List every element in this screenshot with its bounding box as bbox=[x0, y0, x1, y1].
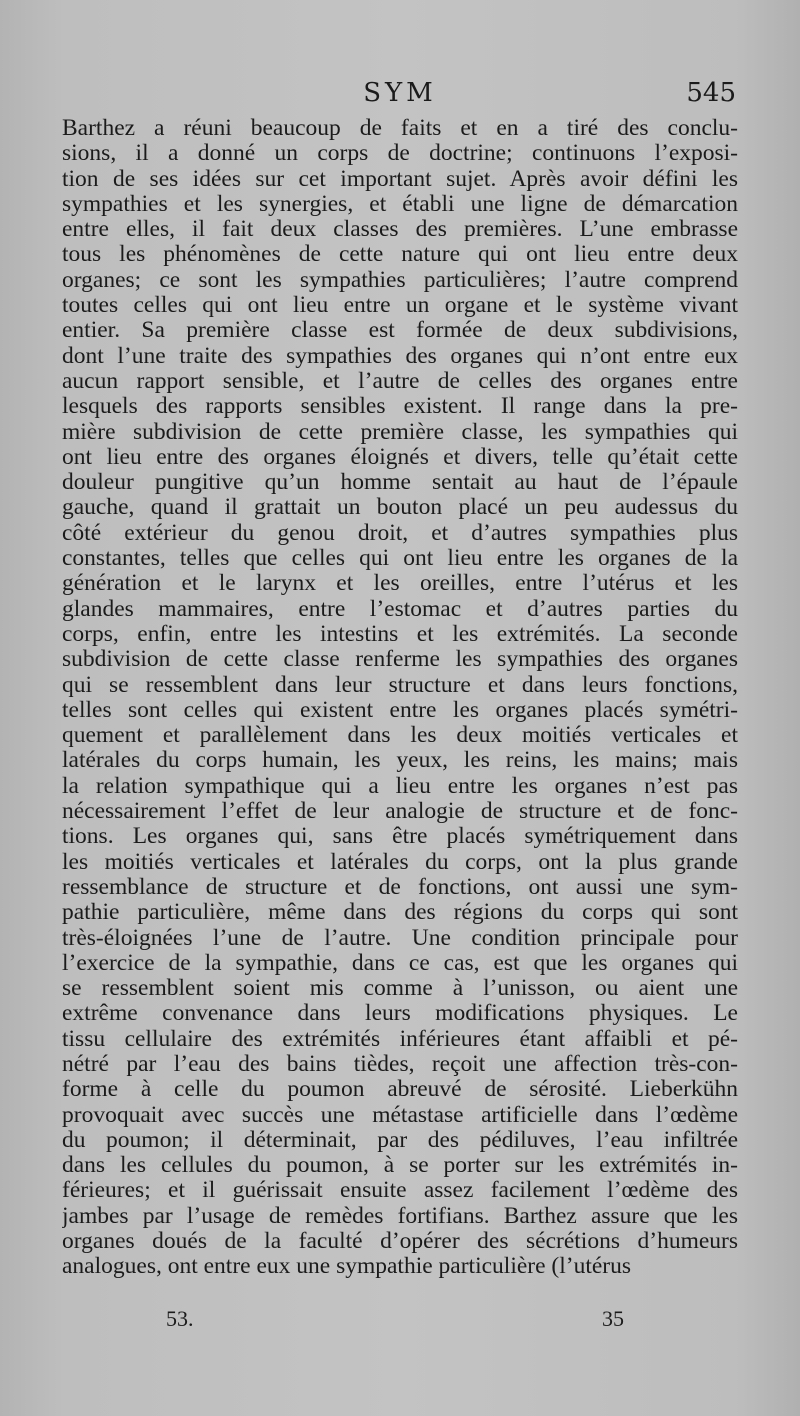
text-line: entre elles, il fait deux classes des premières. L’une embrasse bbox=[62, 217, 738, 243]
running-head bbox=[62, 78, 738, 118]
text-line: aucun rapport sensible, et l’autre de celles des organes entre bbox=[62, 368, 738, 394]
signature-mark: 53. bbox=[166, 1306, 194, 1331]
text-line: l’exercice de la sympathie, dans ce cas, est que les organes qui bbox=[62, 950, 738, 976]
body-text bbox=[62, 116, 738, 1280]
page-footer bbox=[62, 1306, 738, 1336]
text-line: ressemblance de structure et de fonctions, ont aussi une sym- bbox=[62, 874, 738, 900]
text-line: jambes par l’usage de remèdes fortifians. Barthez assure que les bbox=[62, 1203, 738, 1229]
text-line: organes doués de la faculté d’opérer des sécrétions d’humeurs bbox=[62, 1229, 738, 1255]
text-line: subdivision de cette classe renferme les sympathies des organes bbox=[62, 647, 738, 673]
text-line: tissu cellulaire des extrémités inférieures étant affaibli et pé- bbox=[62, 1026, 738, 1052]
text-line: latérales du corps humain, les yeux, les reins, les mains; mais bbox=[62, 748, 738, 774]
text-line: tous les phénomènes de cette nature qui ont lieu entre deux bbox=[62, 242, 738, 268]
text-line: quement et parallèlement dans les deux moitiés verticales et bbox=[62, 723, 738, 749]
text-line: tions. Les organes qui, sans être placés symétriquement dans bbox=[62, 824, 738, 850]
text-line: nécessairement l’effet de leur analogie de structure et de fonc- bbox=[62, 799, 738, 825]
text-line: glandes mammaires, entre l’estomac et d’autres parties du bbox=[62, 596, 738, 622]
sheet-number: 35 bbox=[602, 1306, 624, 1331]
text-line: forme à celle du poumon abreuvé de sérosité. Lieberkühn bbox=[62, 1077, 738, 1103]
text-line: férieures; et il guérissait ensuite assez facilement l’œdème des bbox=[62, 1178, 738, 1204]
text-line: les moitiés verticales et latérales du corps, ont la plus grande bbox=[62, 849, 738, 875]
text-line: ont lieu entre des organes éloignés et divers, telle qu’était cette bbox=[62, 444, 738, 470]
text-line: analogues, ont entre eux une sympathie particulière (l’utérus bbox=[62, 1254, 632, 1280]
text-line: tion de ses idées sur cet important sujet. Après avoir défini les bbox=[62, 166, 738, 192]
text-line: gauche, quand il grattait un bouton placé un peu audessus du bbox=[62, 495, 738, 521]
text-line: Barthez a réuni beaucoup de faits et en a tiré des conclu- bbox=[62, 116, 738, 141]
text-line: telles sont celles qui existent entre les organes placés symétri- bbox=[62, 697, 738, 723]
text-line: se ressemblent soient mis comme à l’unisson, ou aient une bbox=[62, 976, 738, 1002]
text-line: mière subdivision de cette première classe, les sympathies qui bbox=[62, 419, 738, 445]
text-line: provoquait avec succès une métastase artificielle dans l’œdème bbox=[62, 1102, 738, 1128]
text-line: sions, il a donné un corps de doctrine; continuons l’exposi- bbox=[62, 141, 738, 167]
text-line: extrême convenance dans leurs modifications physiques. Le bbox=[62, 1001, 738, 1027]
text-line: pathie particulière, même dans des régions du corps qui sont bbox=[62, 900, 738, 926]
running-title: SYM bbox=[363, 78, 437, 108]
text-line: toutes celles qui ont lieu entre un organe et le système vivant bbox=[62, 293, 738, 319]
text-line: nétré par l’eau des bains tièdes, reçoit une affection très-con- bbox=[62, 1051, 738, 1077]
text-line: génération et le larynx et les oreilles, entre l’utérus et les bbox=[62, 571, 738, 597]
text-line: entier. Sa première classe est formée de deux subdivisions, bbox=[62, 318, 738, 344]
text-line: constantes, telles que celles qui ont lieu entre les organes de la bbox=[62, 546, 738, 572]
text-line: lesquels des rapports sensibles existent. Il range dans la pre- bbox=[62, 394, 738, 420]
text-line: organes; ce sont les sympathies particulières; l’autre comprend bbox=[62, 267, 738, 293]
text-line: la relation sympathique qui a lieu entre les organes n’est pas bbox=[62, 773, 738, 799]
text-line: très-éloignées l’une de l’autre. Une condition principale pour bbox=[62, 925, 738, 951]
text-line: douleur pungitive qu’un homme sentait au haut de l’épaule bbox=[62, 470, 738, 496]
text-line: sympathies et les synergies, et établi une ligne de démarcation bbox=[62, 191, 738, 217]
text-line: côté extérieur du genou droit, et d’autres sympathies plus bbox=[62, 520, 738, 546]
text-line: corps, enfin, entre les intestins et les extrémités. La seconde bbox=[62, 621, 738, 647]
text-line: qui se ressemblent dans leur structure et dans leurs fonctions, bbox=[62, 672, 738, 698]
text-line: du poumon; il déterminait, par des pédiluves, l’eau infiltrée bbox=[62, 1127, 738, 1153]
text-line: dans les cellules du poumon, à se porter sur les extrémités in- bbox=[62, 1153, 738, 1179]
text-line: dont l’une traite des sympathies des organes qui n’ont entre eux bbox=[62, 343, 738, 369]
page-number: 545 bbox=[686, 78, 736, 108]
